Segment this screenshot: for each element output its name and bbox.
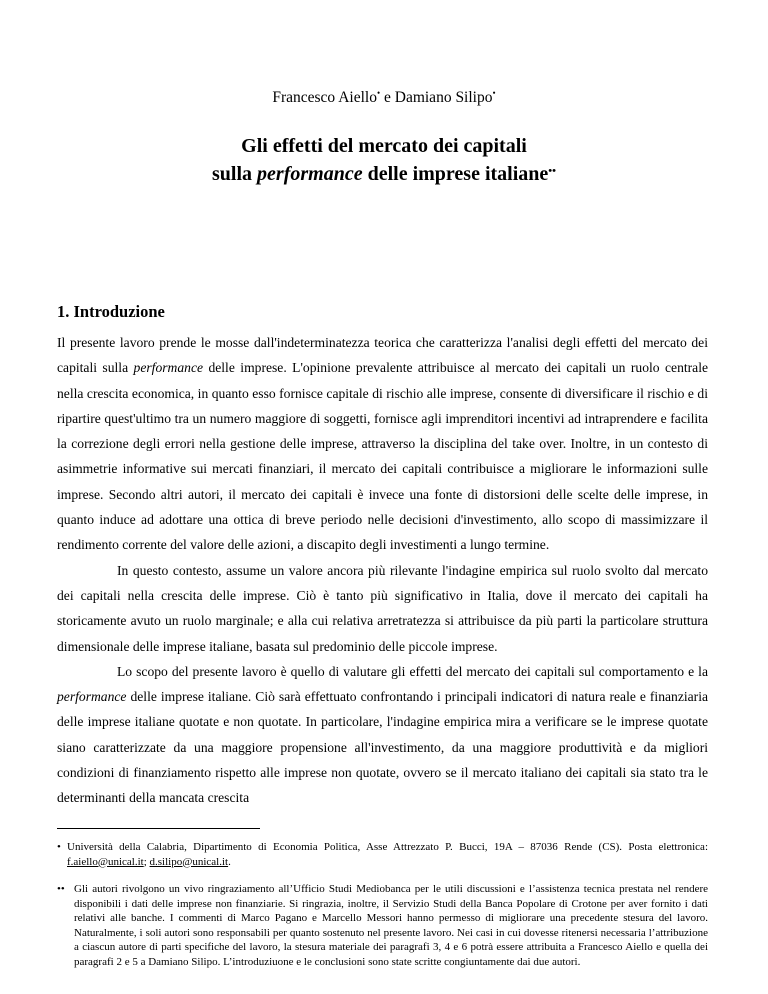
email-link-silipo[interactable]: d.silipo@unical.it: [149, 855, 229, 868]
footnote-2: [57, 882, 708, 969]
footnote-1-text: Università della Calabria, Dipartimento di Economia Politica, Asse Attrezzato P. Bucci, 19A – 87036 Rende (CS). Posta elettronica: f.aiello@unical.it; d.silipo@unical.it.: [67, 841, 708, 868]
author-conjunction: e: [383, 89, 391, 106]
footnote-rule: [57, 828, 260, 829]
footnote-2-mark: ••: [57, 883, 65, 895]
author-2-mark: •: [492, 88, 496, 98]
title-line-1: Gli effetti del mercato dei capitali: [241, 135, 527, 157]
footnote-1: [57, 840, 708, 869]
footnote-2-text: Gli autori rivolgono un vivo ringraziamento all’Ufficio Studi Mediobanca per le utili discussioni e l’assistenza tecnica prestata nel rendere disponibili i dati delle imprese non finanziarie. Si ringrazia, inoltre, il Servizio Studi della Banca Popolare di Crotone per aver fornito i dati relativi alle banche. I commenti di Marco Pagano e Marcello Messori hanno permesso di migliorare una precedente stesura del lavoro. Naturalmente, i soli autori sono responsabili per quanto sostenuto nel presente lavoro. Nei casi in cui dovesse ritenersi necessaria l’attribuzione a ciascun autore di parti specifiche del lavoro, la stesura materiale dei paragrafi 3, 4 e 6 potrà essere attribuita a Francesco Aiello e quella dei paragrafi 2 e 5 a Damiano Silipo. L’introduziuone e le conclusioni sono state scritte congiuntamente dai due autori.: [74, 883, 708, 968]
author-2: Damiano Silipo: [394, 89, 493, 106]
title-footnote-mark: ••: [548, 165, 556, 177]
body-text: [57, 330, 708, 811]
paper-title: [0, 134, 768, 187]
title-line-2: sulla performance delle imprese italiane••: [212, 163, 556, 185]
title-italic-word: performance: [257, 163, 363, 185]
paragraph-1: Il presente lavoro prende le mosse dall'indeterminatezza teorica che caratterizza l'analisi degli effetti del mercato dei capitali sulla performance delle imprese. L'opinione prevalente attribuisce al mercato dei capitali un ruolo centrale nella crescita economica, in quanto esso fornisce capitale di rischio alle imprese, consente di diversificare il rischio e di ripartire quest'ultimo tra un numero maggiore di soggetti, fornisce agli imprenditori incentivi ad intraprendere e facilita la correzione degli errori nella gestione delle imprese, attraverso la disciplina del take over. Inoltre, in un contesto di asimmetrie informative sui mercati finanziari, il mercato dei capitali contribuisce a migliorare le informazioni sulle imprese. Secondo altri autori, il mercato dei capitali è invece una fonte di distorsioni delle scelte delle imprese, in quanto induce ad adottare una ottica di breve periodo nelle decisioni d'investimento, allo scopo di massimizzare il rendimento corrente del valore delle azioni, a discapito degli investimenti a lungo termine.: [57, 335, 709, 553]
author-line: [0, 88, 768, 107]
author-1: Francesco Aiello: [272, 89, 377, 106]
footnote-1-mark: •: [57, 841, 61, 853]
section-heading: 1. Introduzione: [57, 302, 165, 321]
author-1-mark: •: [376, 88, 381, 98]
paragraph-3: Lo scopo del presente lavoro è quello di valutare gli effetti del mercato dei capitali sul comportamento e la performance delle imprese italiane. Ciò sarà effettuato confrontando i principali indicatori di natura reale e finanziaria delle imprese italiane quotate e non quotate. In particolare, l'indagine empirica mira a verificare se le imprese quotate siano caratterizzate da una maggiore propensione all'investimento, da una maggiore produttività e da migliori condizioni di finanziamento rispetto alle imprese non quotate, ovvero se il mercato italiano dei capitali sia stato tra le determinanti della mancata crescita: [57, 663, 709, 806]
paragraph-2: In questo contesto, assume un valore ancora più rilevante l'indagine empirica sul ruolo svolto dal mercato dei capitali nella crescita delle imprese. Ciò è tanto più significativo in Italia, dove il mercato dei capitali ha storicamente avuto un ruolo marginale; e alla cui relativa arretratezza si attribuisce da più parti la particolare struttura dimensionale delle imprese italiane, basata sul predominio delle piccole imprese.: [57, 562, 708, 654]
email-link-aiello[interactable]: f.aiello@unical.it: [67, 855, 144, 868]
